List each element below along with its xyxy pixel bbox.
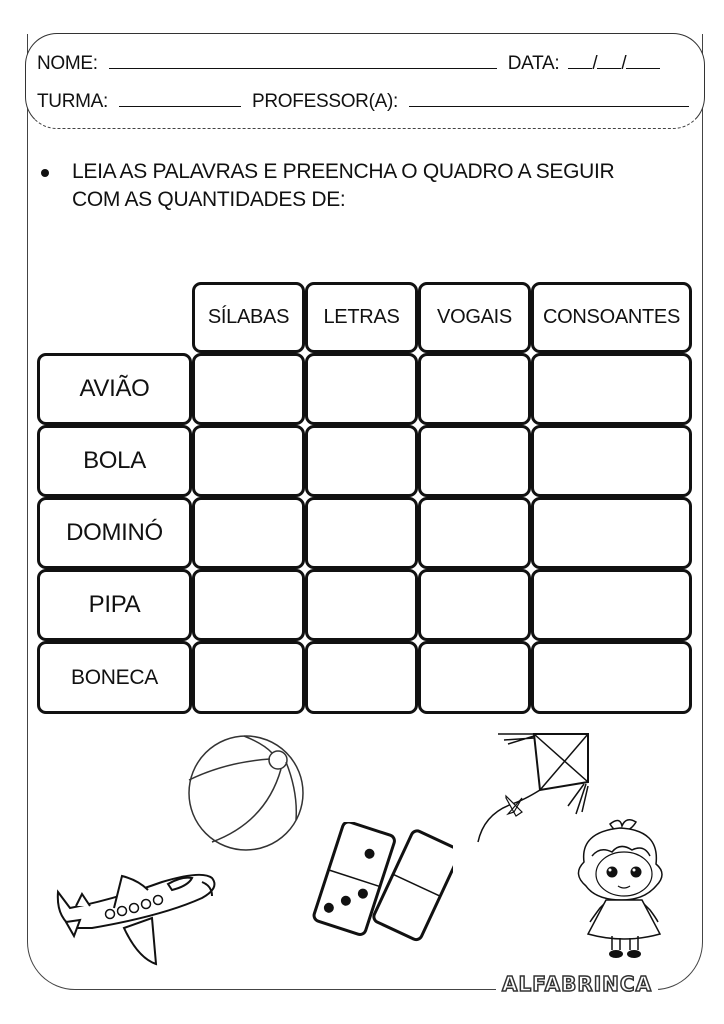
teacher-label: PROFESSOR(A):	[252, 91, 399, 112]
bullet-icon	[41, 169, 49, 177]
answer-cell[interactable]	[418, 569, 531, 641]
row-label-bola: BOLA	[37, 425, 192, 497]
answer-cell[interactable]	[305, 569, 418, 641]
student-info-box	[25, 33, 705, 129]
answer-cell[interactable]	[418, 497, 531, 569]
airplane-icon	[52, 868, 222, 968]
column-header-silabas: SÍLABAS	[192, 282, 305, 353]
name-field[interactable]	[109, 50, 497, 69]
answer-cell[interactable]	[305, 641, 418, 714]
answer-cell[interactable]	[418, 425, 531, 497]
column-header-consoantes: CONSOANTES	[531, 282, 692, 353]
name-label: NOME:	[37, 53, 98, 74]
instruction	[42, 158, 614, 214]
doll-icon	[560, 812, 690, 962]
answer-cell[interactable]	[531, 569, 692, 641]
answer-cell[interactable]	[192, 569, 305, 641]
answer-cell[interactable]	[192, 641, 305, 714]
answer-cell[interactable]	[305, 497, 418, 569]
row-label-pipa: PIPA	[37, 569, 192, 641]
row-label-aviao: AVIÃO	[37, 353, 192, 425]
answer-cell[interactable]	[531, 641, 692, 714]
answer-cell[interactable]	[418, 353, 531, 425]
answer-cell[interactable]	[192, 497, 305, 569]
answer-cell[interactable]	[531, 425, 692, 497]
teacher-field[interactable]	[409, 88, 689, 107]
date-label: DATA:	[507, 53, 560, 74]
column-header-letras: LETRAS	[305, 282, 418, 353]
answer-cell[interactable]	[305, 425, 418, 497]
instruction-line-2: COM AS QUANTIDADES DE:	[72, 188, 346, 211]
date-field[interactable]: / /	[568, 53, 660, 74]
answer-cell[interactable]	[531, 353, 692, 425]
dominoes-icon	[308, 822, 453, 952]
row-label-domino: DOMINÓ	[37, 497, 192, 569]
beach-ball-icon	[186, 732, 306, 854]
instruction-line-1: LEIA AS PALAVRAS E PREENCHA O QUADRO A SEGUIR	[72, 160, 615, 183]
class-label: TURMA:	[37, 91, 109, 112]
column-header-vogais: VOGAIS	[418, 282, 531, 353]
row-label-boneca: BONECA	[37, 641, 192, 714]
class-field[interactable]	[119, 88, 241, 107]
name-row	[37, 50, 660, 75]
brand-logo: ALFABRINCA	[496, 972, 658, 996]
answer-cell[interactable]	[305, 353, 418, 425]
class-row	[37, 88, 689, 113]
answer-cell[interactable]	[418, 641, 531, 714]
answer-cell[interactable]	[192, 353, 305, 425]
answer-cell[interactable]	[192, 425, 305, 497]
answer-cell[interactable]	[531, 497, 692, 569]
